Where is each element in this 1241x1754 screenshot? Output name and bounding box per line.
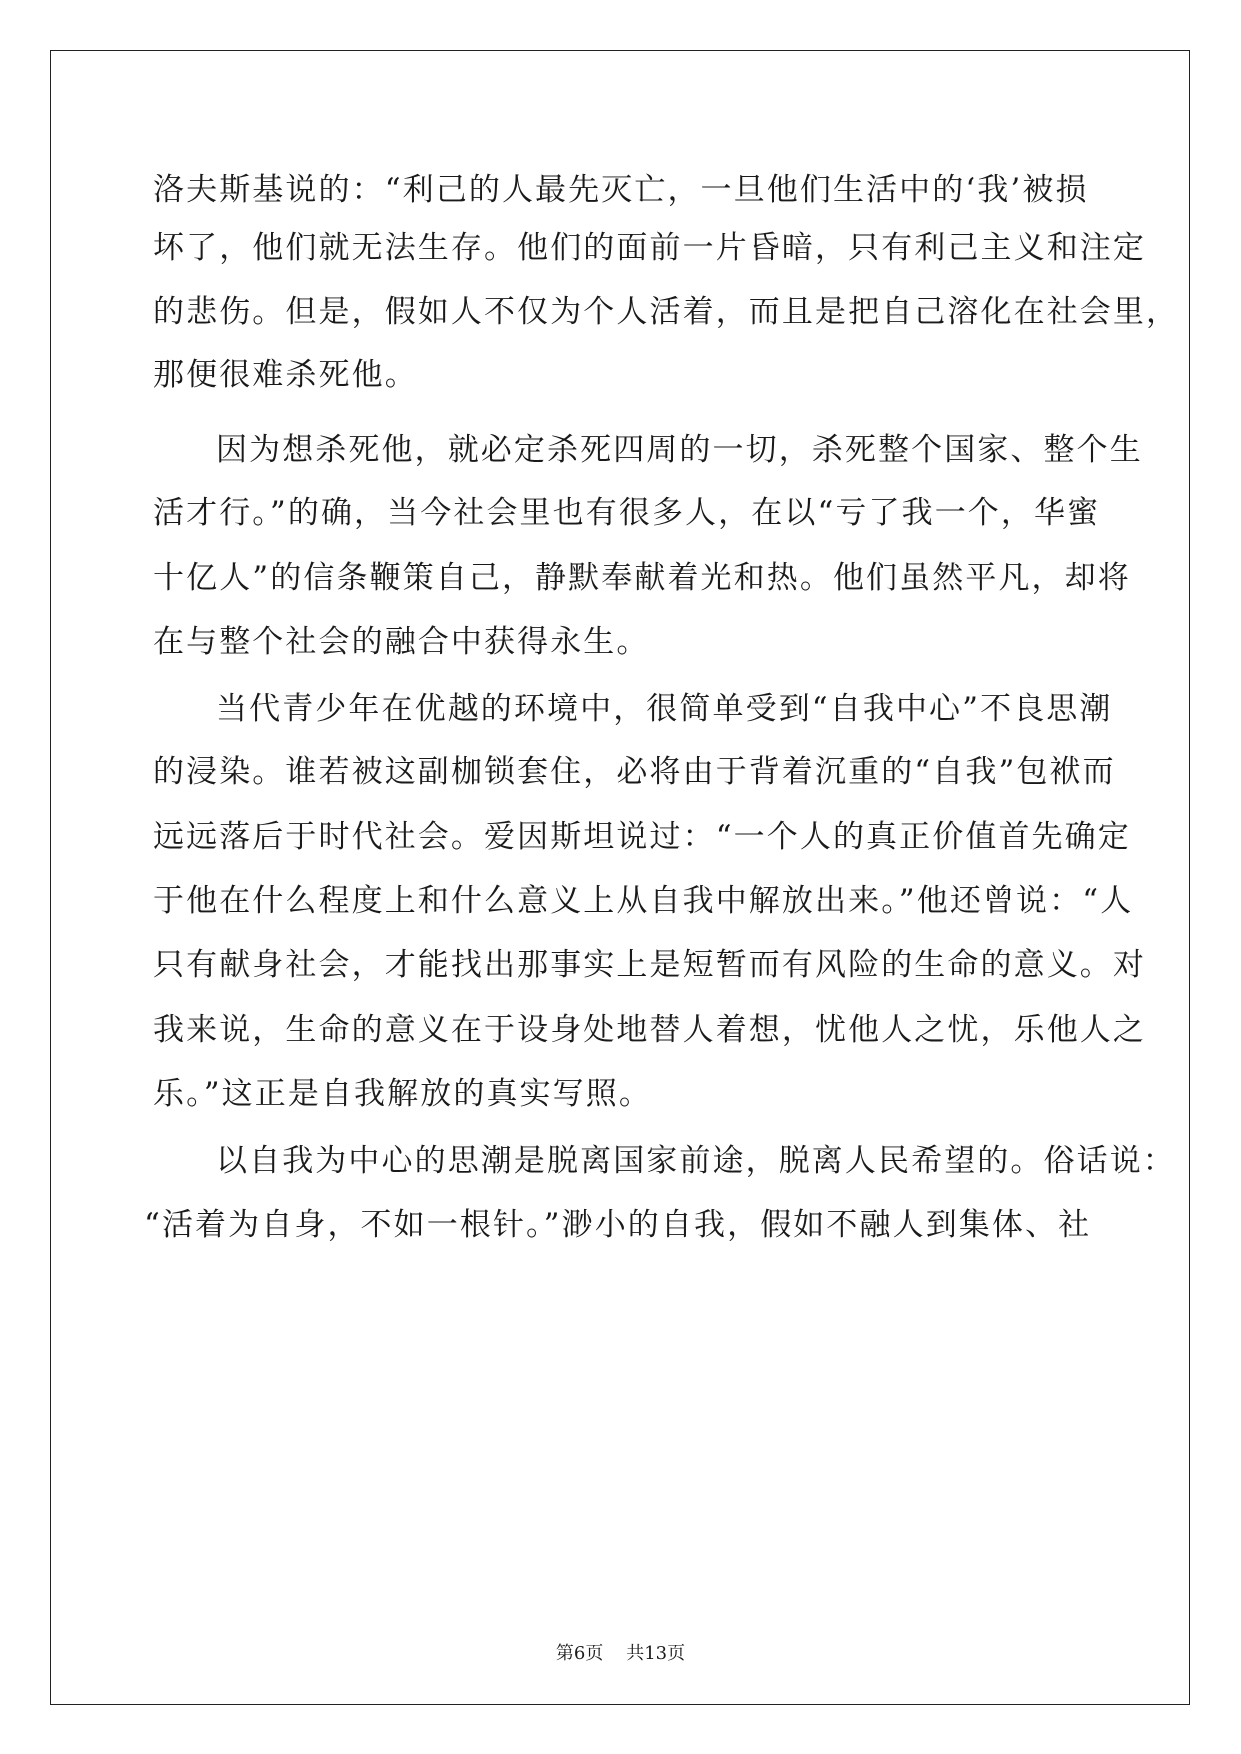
text-line: 那便很难杀死他。 (153, 357, 418, 393)
text-line: 的浸染。谁若被这副枷锁套住，必将由于背着沉重的“自我”包袱而 (153, 754, 1116, 790)
text-line: 乐。”这正是自我解放的真实写照。 (153, 1076, 652, 1112)
text-line: 洛夫斯基说的：“利己的人最先灭亡，一旦他们生活中的‘我’被损 (153, 172, 1089, 208)
text-line: 活才行。”的确，当今社会里也有很多人，在以“亏了我一个，华蜜 (153, 495, 1101, 531)
paragraph-first-line: 因为想杀死他，就必定杀死四周的一切，杀死整个国家、整个生 (216, 432, 1143, 468)
paragraph-first-line: 以自我为中心的思潮是脱离国家前途，脱离人民希望的。俗话说： (216, 1143, 1176, 1179)
text-line: 于他在什么程度上和什么意义上从自我中解放出来。”他还曾说：“人 (153, 883, 1134, 919)
text-line: 远远落后于时代社会。爱因斯坦说过：“一个人的真正价值首先确定 (153, 819, 1131, 855)
text-line: 在与整个社会的融合中获得永生。 (153, 624, 650, 660)
text-line: 十亿人”的信条鞭策自己，静默奉献着光和热。他们虽然平凡，却将 (153, 560, 1131, 596)
paragraph-first-line: 当代青少年在优越的环境中，很简单受到“自我中心”不良思潮 (216, 691, 1113, 727)
text-line: 我来说，生命的意义在于设身处地替人着想，忧他人之忧，乐他人之 (153, 1012, 1146, 1048)
text-line: 的悲伤。但是，假如人不仅为个人活着，而且是把自己溶化在社会里， (153, 294, 1180, 330)
text-line: 只有献身社会，才能找出那事实上是短暂而有风险的生命的意义。对 (153, 947, 1146, 983)
text-line: “活着为自身，不如一根针。”渺小的自我，假如不融人到集体、社 (144, 1207, 1092, 1243)
text-line: 坏了，他们就无法生存。他们的面前一片昏暗，只有利己主义和注定 (153, 230, 1146, 266)
page-number-footer: 第6页 共13页 (555, 1643, 686, 1664)
